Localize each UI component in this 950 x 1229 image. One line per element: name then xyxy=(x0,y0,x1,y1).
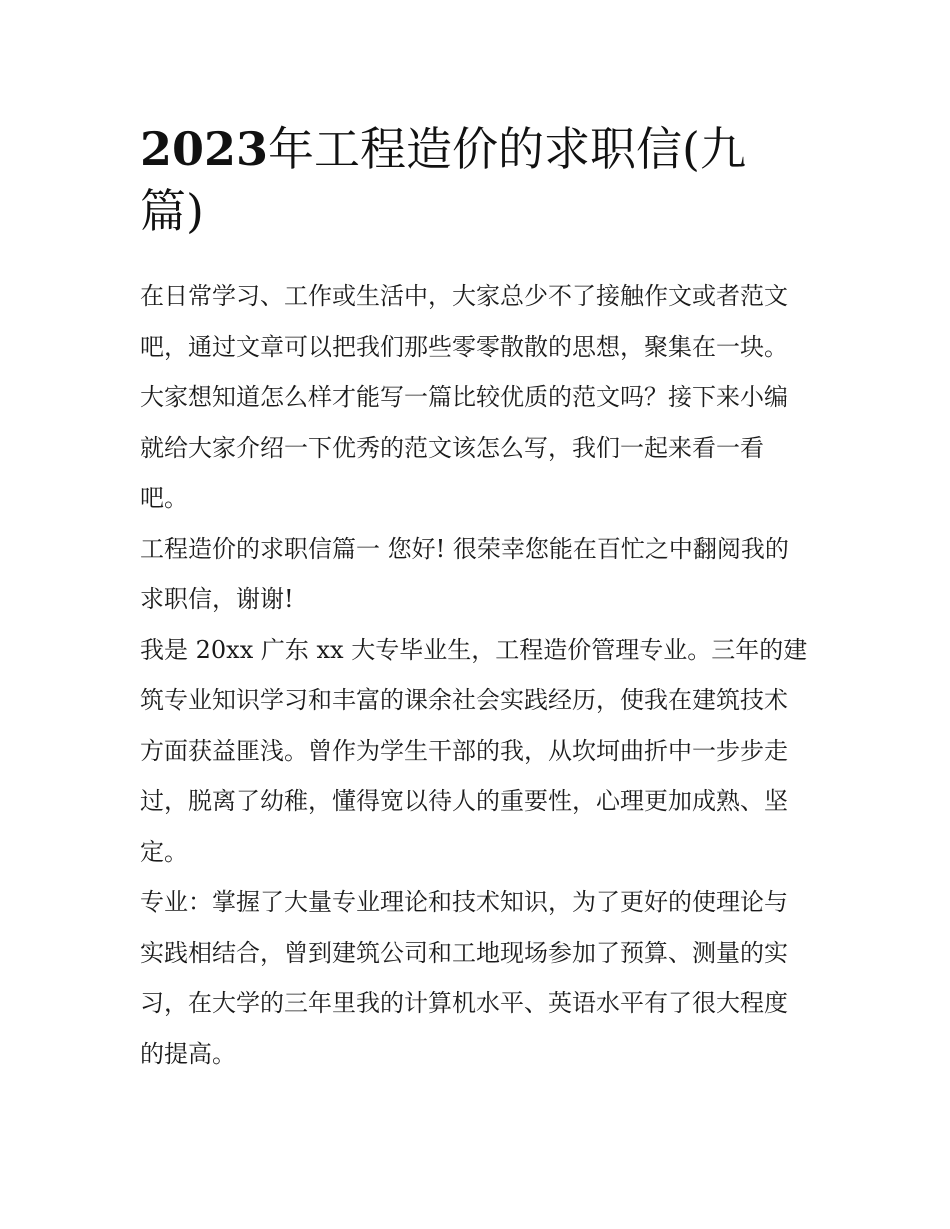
text-line: 大家想知道怎么样才能写一篇比较优质的范文吗？接下来小编 xyxy=(140,383,788,411)
text-line: 就给大家介绍一下优秀的范文该怎么写，我们一起来看一看 xyxy=(140,433,764,462)
text-line: 专业：掌握了大量专业理论和技术知识，为了更好的使理论与 xyxy=(140,888,788,916)
text-line: 实践相结合，曾到建筑公司和工地现场参加了预算、测量的实 xyxy=(140,938,788,967)
paragraph-profession xyxy=(140,877,820,1079)
text-line: 定。 xyxy=(140,837,188,866)
document-content xyxy=(140,118,820,1079)
text-line: 习，在大学的三年里我的计算机水平、英语水平有了很大程度 xyxy=(140,989,788,1017)
text-line: 工程造价的求职信篇一 您好! 很荣幸您能在百忙之中翻阅我的 xyxy=(140,534,789,563)
text-line: 的提高。 xyxy=(140,1039,236,1068)
document-body xyxy=(140,271,820,1079)
document-title xyxy=(140,118,820,242)
text-line: 方面获益匪浅。曾作为学生干部的我，从坎坷曲折中一步步走 xyxy=(140,736,788,765)
paragraph-greeting xyxy=(140,524,820,625)
text-line: 我是 20xx 广东 xx 大专毕业生，工程造价管理专业。三年的建 xyxy=(140,635,808,664)
text-line: 求职信，谢谢! xyxy=(140,585,294,613)
text-line: 筑专业知识学习和丰富的课余社会实践经历，使我在建筑技术 xyxy=(140,686,788,714)
title-line-2: 篇) xyxy=(140,184,204,238)
title-line-1 xyxy=(140,118,820,180)
paragraph-self-intro xyxy=(140,625,820,878)
title-text: 年工程造价的求职信(九 xyxy=(268,122,746,176)
title-year: 2023 xyxy=(140,122,269,176)
text-line: 在日常学习、工作或生活中，大家总少不了接触作文或者范文 xyxy=(140,282,788,310)
text-line: 过，脱离了幼稚，懂得宽以待人的重要性，心理更加成熟、坚 xyxy=(140,787,788,815)
paragraph-intro xyxy=(140,271,820,524)
text-line: 吧，通过文章可以把我们那些零零散散的思想，聚集在一块。 xyxy=(140,332,788,361)
text-line: 吧。 xyxy=(140,484,188,512)
